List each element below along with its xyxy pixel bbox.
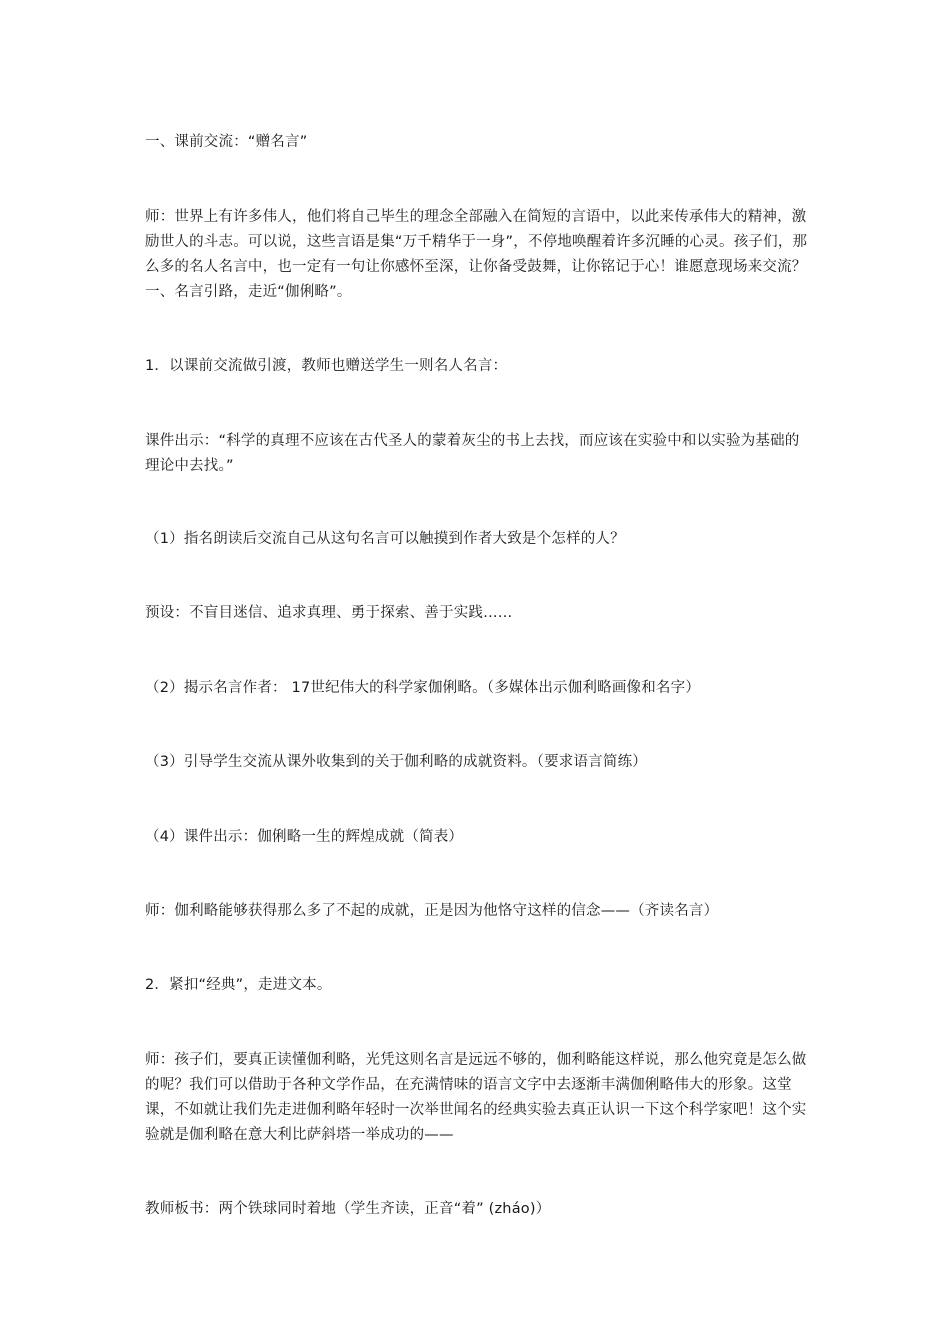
step-1-paragraph: 1．以课前交流做引渡，教师也赠送学生一则名人名言： bbox=[145, 358, 508, 374]
section-heading-pre-class-exchange: 一、课前交流：“赠名言” bbox=[145, 134, 308, 150]
sub-step-3-paragraph: （3）引导学生交流从课外收集到的关于伽利略的成就资料。（要求语言简练） bbox=[145, 754, 647, 770]
teacher-experiment-paragraph: 师：孩子们，要真正读懂伽利略，光凭这则名言是远远不够的，伽利略能这样说，那么他究竟是怎么做的呢？我们可以借助于各种文学作品，在充满情味的语言文字中去逐渐丰满伽俐略伟大的形象。这堂课，不如就让我们先走进伽利略年轻时一次举世闻名的经典实验去真正认识一下这个科学家吧！这个实验就是伽利略在意大利比萨斜塔一举成功的—— bbox=[145, 1052, 807, 1143]
sub-step-4-paragraph: （4）课件出示：伽俐略一生的辉煌成就（简表） bbox=[145, 829, 464, 845]
courseware-quote-paragraph: 课件出示：“科学的真理不应该在古代圣人的蒙着灰尘的书上去找，而应该在实验中和以实验为基础的理论中去找。” bbox=[145, 433, 800, 474]
sub-step-2-paragraph: （2）揭示名言作者： 17世纪伟大的科学家伽俐略。（多媒体出示伽利略画像和名字） bbox=[145, 680, 701, 696]
sub-step-1-paragraph: （1）指名朗读后交流自己从这句名言可以触摸到作者大致是个怎样的人？ bbox=[145, 531, 625, 547]
step-2-paragraph: 2．紧扣“经典”，走进文本。 bbox=[145, 977, 332, 993]
preset-answer-paragraph: 预设：不盲目迷信、追求真理、勇于探索、善于实践…… bbox=[145, 605, 513, 621]
teacher-belief-paragraph: 师：伽利略能够获得那么多了不起的成就，正是因为他恪守这样的信念——（齐读名言） bbox=[145, 903, 719, 919]
teacher-intro-paragraph: 师：世界上有许多伟人，他们将自己毕生的理念全部融入在简短的言语中，以此来传承伟大的精神，激励世人的斗志。可以说，这些言语是集“万千精华于一身”，不停地唤醒着许多沉睡的心灵。孩子们，那么多的名人名言中，也一定有一句让你感怀至深，让你备受鼓舞，让你铭记于心！谁愿意现场来交流？一、名言引路，走近“伽俐略”。 bbox=[145, 209, 808, 300]
blackboard-writing-paragraph: 教师板书：两个铁球同时着地（学生齐读，正音“着” (zháo)） bbox=[145, 1201, 551, 1217]
